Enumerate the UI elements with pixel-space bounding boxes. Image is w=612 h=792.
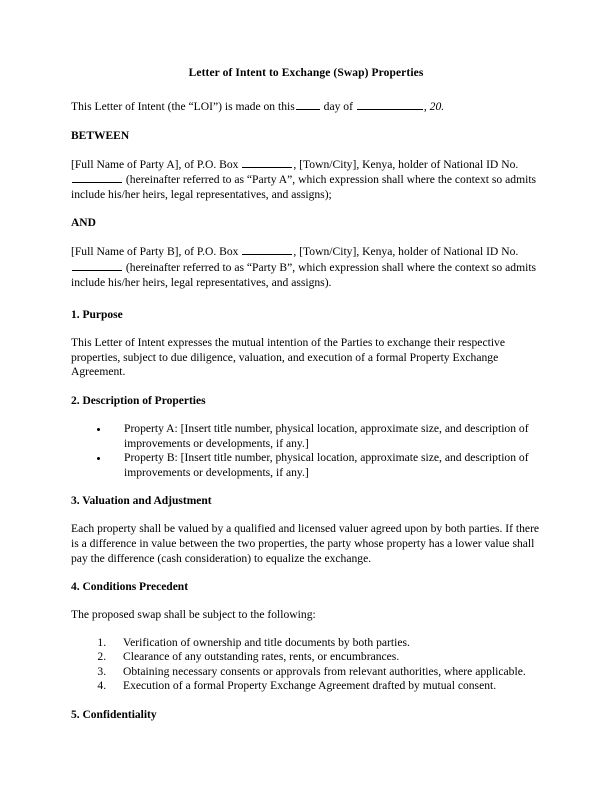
between-label: BETWEEN: [71, 129, 130, 142]
party-b-id-blank[interactable]: [72, 260, 122, 271]
list-item: 4. Execution of a formal Property Exchange Agreement drafted by mutual consent.: [109, 679, 541, 694]
section-heading-purpose: 1. Purpose: [71, 309, 123, 322]
party-b-line-1-part-2: , [Town/City], Kenya, holder of National ID No.: [293, 245, 519, 259]
list-item: 2. Clearance of any outstanding rates, rents, or encumbrances.: [109, 650, 541, 665]
party-a-line-2: (hereinafter referred to as “Party A”, which expression shall where the context so admits include his/her heirs, legal representatives, and assigns);: [71, 173, 537, 201]
page-title: Letter of Intent to Exchange (Swap) Properties: [188, 67, 424, 79]
list-item: • Property B: [Insert title number, physical location, approximate size, and description of improvements or developments, if any.]: [110, 451, 541, 480]
property-description-list: [71, 422, 541, 480]
list-item: 3. Obtaining necessary consents or approvals from relevant authorities, where applicable.: [109, 665, 541, 680]
party-a-paragraph: [71, 157, 541, 203]
party-a-po-box-blank[interactable]: [242, 157, 292, 168]
party-b-paragraph: [71, 244, 541, 290]
intro-paragraph: [71, 99, 541, 115]
section-heading-conditions: 4. Conditions Precedent: [71, 581, 189, 594]
section-heading-confidentiality: 5. Confidentiality: [71, 709, 157, 722]
intro-text-before-day: This Letter of Intent (the “LOI”) is made on this: [71, 100, 295, 113]
section-body-conditions: The proposed swap shall be subject to the following:: [71, 608, 316, 622]
party-b-line-1-part-1: [Full Name of Party B], of P.O. Box: [71, 245, 239, 259]
and-label: AND: [71, 217, 96, 230]
list-item: 1. Verification of ownership and title documents by both parties.: [109, 636, 541, 651]
list-item: • Property A: [Insert title number, physical location, approximate size, and description of improvements or developments, if any.]: [110, 422, 541, 451]
party-a-id-blank[interactable]: [72, 172, 122, 183]
year-text: 20.: [429, 100, 445, 113]
section-body-purpose: This Letter of Intent expresses the mutual intention of the Parties to exchange their respective properties, subject to due diligence, valuation, and execution of a formal Property Exchange Agreement.: [71, 336, 505, 379]
party-a-line-1-part-1: [Full Name of Party A], of P.O. Box: [71, 157, 239, 171]
month-blank-field[interactable]: [357, 99, 423, 110]
section-heading-valuation: 3. Valuation and Adjustment: [71, 495, 212, 508]
party-b-po-box-blank[interactable]: [242, 244, 292, 255]
party-b-line-2: (hereinafter referred to as “Party B”, which expression shall where the context so admits include his/her heirs, legal representatives, and assigns).: [71, 260, 537, 289]
section-body-valuation: Each property shall be valued by a qualified and licensed valuer agreed upon by both parties. If there is a difference in value between the two properties, the party whose property has a lower value shall pay the difference (cash consideration) to equalize the exchange.: [71, 522, 540, 565]
intro-text-comma: ,: [423, 100, 430, 113]
section-heading-description: 2. Description of Properties: [71, 394, 206, 407]
party-a-line-1-part-2: , [Town/City], Kenya, holder of National ID No.: [293, 157, 519, 171]
conditions-precedent-list: [71, 636, 541, 694]
day-blank-field[interactable]: [296, 99, 320, 110]
intro-text-day-of: day of: [323, 100, 353, 113]
